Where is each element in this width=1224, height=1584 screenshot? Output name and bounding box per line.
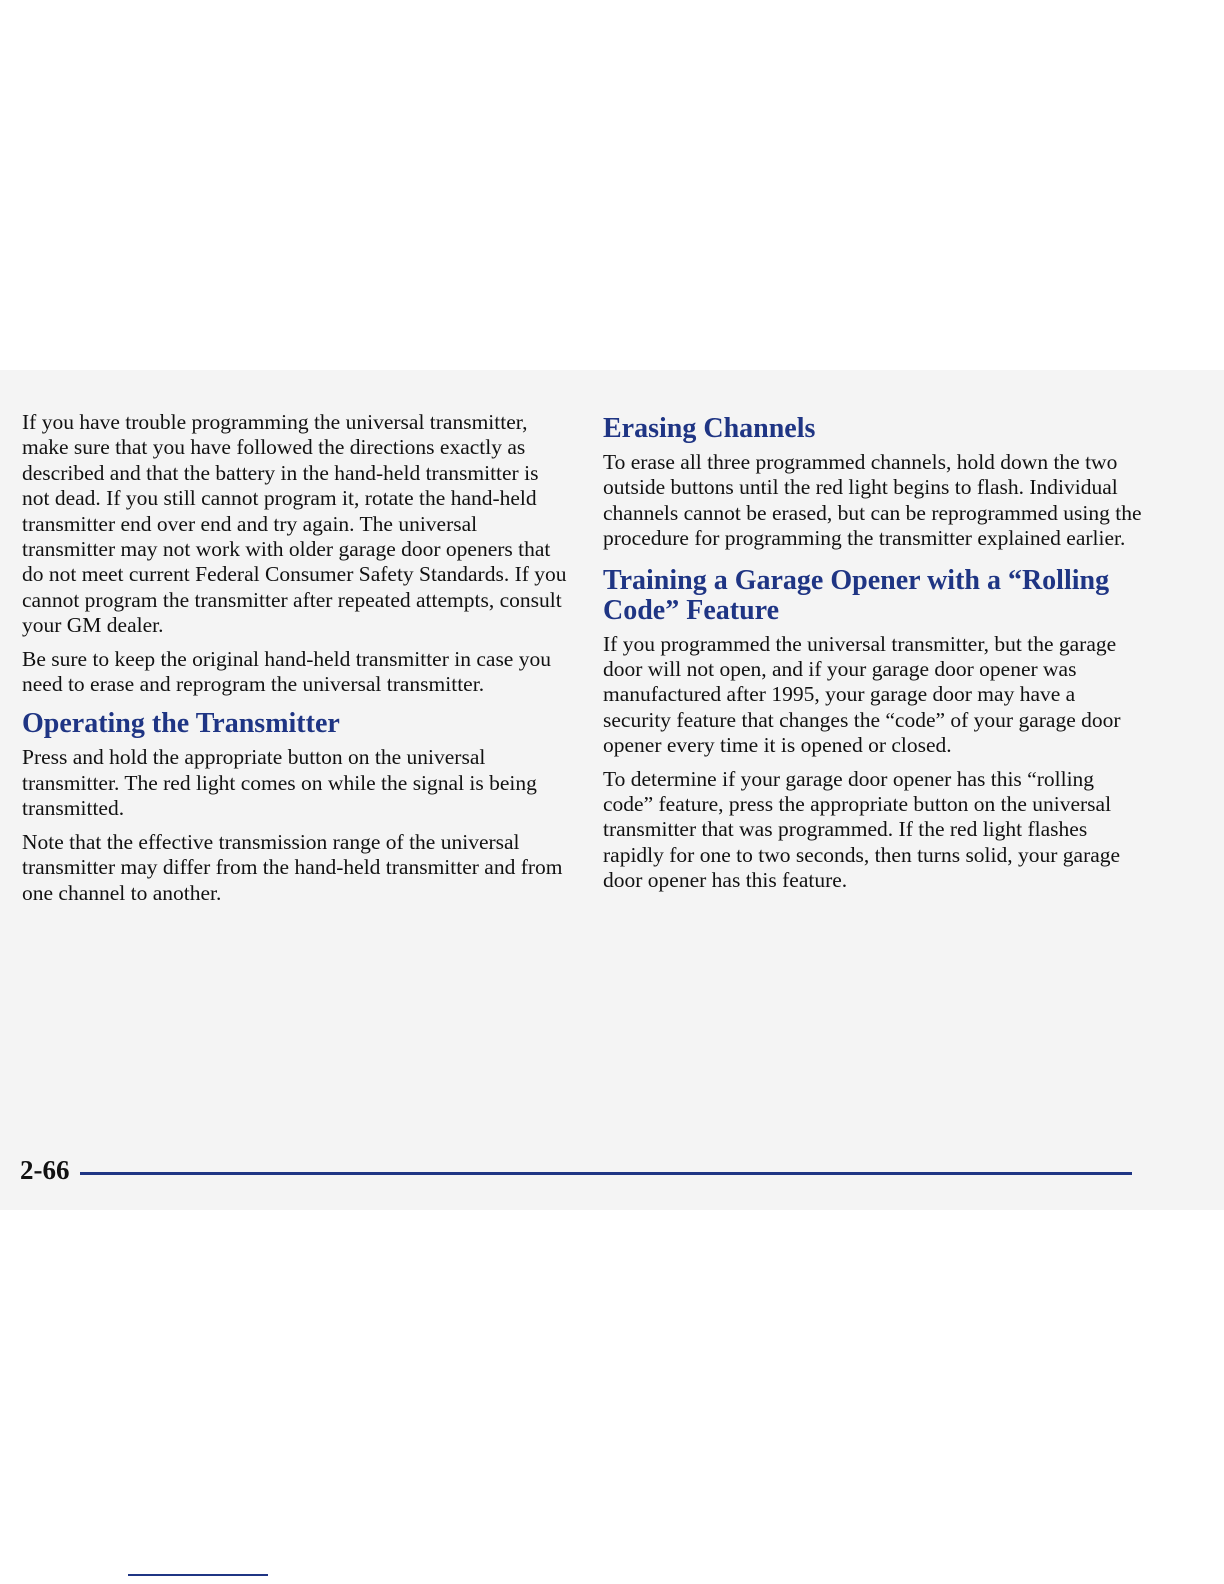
paragraph-determine-rolling-code: To determine if your garage door opener has this “rolling code” feature, press the appropriate button on the universal transmitter that was programmed. If the red light flashes rapidly for one to two seconds, then turns solid, your garage door opener has this feature. [603,766,1121,893]
paragraph-transmission-range: Note that the effective transmission range of the universal transmitter may differ from the hand-held transmitter and from one channel to another. [22,829,563,905]
right-column [603,414,1143,902]
paragraph-erase-channels: To erase all three programmed channels, hold down the two outside buttons until the red light begins to flash. Individual channels cannot be erased, but can be reprogrammed using the procedure for programming the transmitter explained earlier. [603,450,1142,551]
heading-erasing-channels: Erasing Channels [603,413,816,444]
page-number: 2-66 [20,1154,70,1185]
page-footer [20,1150,1132,1190]
paragraph-troubleshooting: If you have trouble programming the universal transmitter, make sure that you have followed the directions exactly as described and that the battery in the hand-held transmitter is not dead. If you still cannot program it, rotate the hand-held transmitter end over end and try again. The universal transmitter may not work with older garage door openers that do not meet current Federal Consumer Safety Standards. If you cannot program the transmitter after repeated attempts, consult your GM dealer. [22,410,567,638]
paragraph-rolling-code-security: If you programmed the universal transmitter, but the garage door will not open, and if your garage door opener was manufactured after 1995, your garage door may have a security feature that changes the “code” of your garage door opener every time it is opened or closed. [603,631,1121,758]
paragraph-keep-original: Be sure to keep the original hand-held transmitter in case you need to erase and reprogram the universal transmitter. [22,646,551,697]
bottom-rule-mark [128,1574,268,1576]
heading-rolling-code: Training a Garage Opener with a “Rolling Code” Feature [603,564,1110,626]
paragraph-press-hold: Press and hold the appropriate button on the universal transmitter. The red light comes on while the signal is being transmitted. [22,745,537,821]
left-column [22,410,567,914]
footer-rule [80,1172,1133,1175]
heading-operating-transmitter: Operating the Transmitter [22,708,340,740]
